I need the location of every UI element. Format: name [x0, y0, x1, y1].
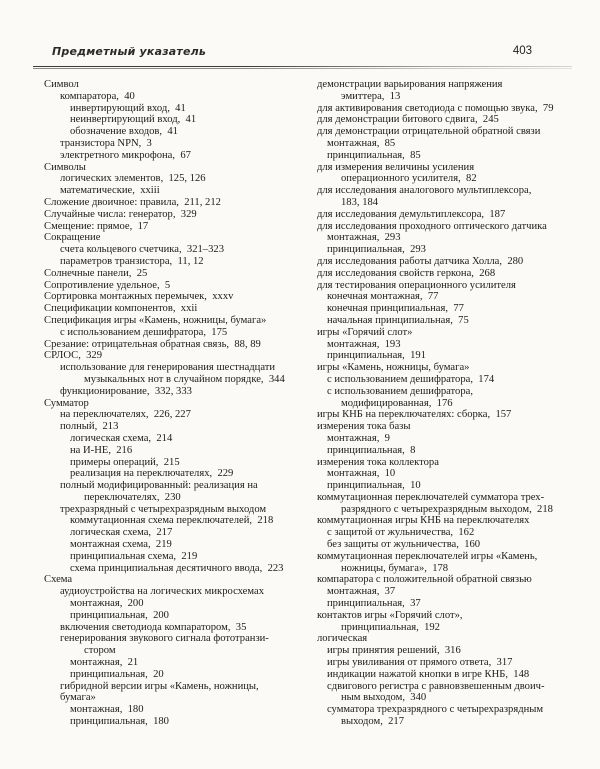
index-entry: игры КНБ на переключателях: сборка, 157 — [317, 409, 512, 421]
index-entry: на И-НЕ, 216 — [70, 444, 133, 456]
index-entry: стором — [84, 645, 116, 657]
index-entry: на переключателях, 226, 227 — [60, 409, 191, 421]
index-entry: игры увиливания от прямого ответа, 317 — [327, 657, 513, 669]
index-entry: неинвертирующий вход, 41 — [70, 114, 197, 126]
index-entry: реализация на переключателях, 229 — [70, 468, 234, 480]
index-entry: счета кольцевого счетчика, 321–323 — [60, 244, 224, 256]
index-entry: аудиоустройства на логических микросхемах — [60, 586, 264, 598]
index-entry: для исследования аналогового мультиплексора, — [317, 185, 532, 197]
index-entry: с защитой от жульничества, 162 — [327, 527, 475, 539]
index-entry: Сортировка монтажных перемычек, xxxv — [44, 291, 234, 303]
index-entry: принципиальная, 37 — [327, 598, 421, 610]
index-entry: для демонстрации отрицательной обратной связи — [317, 126, 541, 138]
index-entry: монтажная схема, 219 — [70, 539, 172, 551]
index-entry: Сложение двоичное: правила, 211, 212 — [44, 196, 221, 208]
index-entry: компаратора с положительной обратной связью — [317, 574, 532, 586]
index-entry: примеры операций, 215 — [70, 456, 180, 468]
index-entry: Смещение: прямое, 17 — [44, 220, 149, 232]
index-entry: измерения тока базы — [317, 421, 411, 433]
index-entry: сдвигового регистра с равновзвешенным двоич- — [327, 680, 545, 692]
index-entry: принципиальная, 10 — [327, 480, 421, 492]
index-entry: включения светодиода компаратором, 35 — [60, 621, 247, 633]
index-entry: монтажная, 293 — [327, 232, 401, 244]
index-entry: коммутационная переключателей сумматора трех- — [317, 491, 545, 503]
index-entry: ным выходом, 340 — [341, 692, 427, 704]
index-entry: начальная принципиальная, 75 — [327, 314, 469, 326]
index-entry: с использованием дешифратора, 174 — [327, 373, 495, 385]
index-entry: для исследования демультиплексора, 187 — [317, 208, 506, 220]
index-entry: эмиттера, 13 — [341, 90, 401, 102]
index-entry: монтажная, 180 — [70, 704, 144, 716]
index-entry: Схема — [44, 574, 73, 586]
index-entry: 183, 184 — [341, 196, 379, 208]
index-entry: для измерения величины усиления — [317, 161, 475, 173]
index-entry: с использованием дешифратора, 175 — [60, 326, 228, 338]
index-entry: трехразрядный с четырехразрядным выходом — [60, 503, 267, 515]
index-entry: для исследования свойств геркона, 268 — [317, 267, 496, 279]
index-entry: контактов игры «Горячий слот», — [317, 609, 463, 621]
index-entry: разрядного с четырехразрядным выходом, 218 — [341, 503, 553, 515]
index-entry: игры «Камень, ножницы, бумага» — [317, 362, 470, 374]
index-entry: обозначение входов, 41 — [70, 126, 178, 138]
index-entry: индикации нажатой кнопки в игре КНБ, 148 — [327, 668, 530, 680]
index-entry: для активирования светодиода с помощью звука, 79 — [317, 102, 554, 114]
index-entry: коммутационная схема переключателей, 218 — [70, 515, 274, 527]
index-entry: Сопротивление удельное, 5 — [44, 279, 171, 291]
index-entry: с использованием дешифратора, — [327, 385, 473, 397]
index-entry: Сумматор — [44, 397, 89, 409]
index-entry: функционирование, 332, 333 — [60, 385, 192, 397]
index-entry: монтажная, 85 — [327, 137, 396, 149]
index-entry: Случайные числа: генератор, 329 — [44, 208, 197, 220]
index-entry: принципиальная, 180 — [70, 716, 169, 728]
index-entry: для тестирования операционного усилителя — [317, 279, 516, 291]
index-entry: Срезание: отрицательная обратная связь, 88, 89 — [44, 338, 261, 350]
index-entry: без защиты от жульничества, 160 — [327, 539, 481, 551]
index-entry: СРЛОС, 329 — [44, 350, 103, 362]
index-entry: принципиальная, 293 — [327, 244, 426, 256]
index-entry: операционного усилителя, 82 — [341, 173, 477, 185]
index-entry: логическая схема, 214 — [70, 432, 173, 444]
index-column-left — [44, 79, 296, 728]
index-entry: Символ — [44, 79, 79, 90]
index-entry: транзистора NPN, 3 — [60, 137, 152, 149]
index-entry: использование для генерирования шестнадцати — [60, 362, 276, 374]
index-entry: схема принципиальная десятичного ввода, 223 — [70, 562, 284, 574]
index-entry: принципиальная, 8 — [327, 444, 416, 456]
page-number: 403 — [512, 45, 532, 57]
index-column-right — [301, 79, 573, 728]
index-entry: монтажная, 37 — [327, 586, 396, 598]
index-entry: генерирования звукового сигнала фототранзи- — [60, 633, 269, 645]
running-head: Предметный указатель — [52, 45, 207, 58]
index-entry: модифицированная, 176 — [341, 397, 453, 409]
index-entry: Спецификация игры «Камень, ножницы, бумага» — [44, 314, 267, 326]
index-entry: ножницы, бумага», 178 — [341, 562, 449, 574]
index-entry: конечная монтажная, 77 — [327, 291, 439, 303]
index-entry: игры «Горячий слот» — [317, 326, 413, 338]
index-entry: Спецификации компонентов, xxii — [44, 303, 198, 315]
index-entry: для демонстрации битового сдвига, 245 — [317, 114, 499, 126]
index-entry: принципиальная, 85 — [327, 149, 421, 161]
index-entry: полный, 213 — [60, 421, 119, 433]
index-entry: логическая — [317, 633, 368, 645]
index-entry: Символы — [44, 161, 86, 173]
index-entry: коммутационная игры КНБ на переключателях — [317, 515, 530, 527]
index-entry: математические, xxiii — [60, 185, 160, 197]
index-entry: для исследования работы датчика Холла, 280 — [317, 255, 524, 267]
index-entry: монтажная, 10 — [327, 468, 396, 480]
index-entry: музыкальных нот в случайном порядке, 344 — [84, 373, 285, 385]
index-entry: принципиальная, 192 — [341, 621, 440, 633]
index-entry: логическая схема, 217 — [70, 527, 173, 539]
index-entry: переключателях, 230 — [84, 491, 181, 503]
index-entry: гибридной версии игры «Камень, ножницы, бумага» — [60, 680, 262, 704]
index-entry: коммутационная переключателей игры «Камень, — [317, 550, 538, 562]
index-entry: конечная принципиальная, 77 — [327, 303, 464, 315]
index-entry: параметров транзистора, 11, 12 — [60, 255, 204, 267]
index-entry: игры принятия решений, 316 — [327, 645, 461, 657]
index-entry: демонстрации варьирования напряжения — [317, 79, 503, 90]
index-entry: сумматора трехразрядного с четырехразрядным — [327, 704, 544, 716]
index-entry: полный модифицированный: реализация на — [60, 480, 258, 492]
index-entry: принципиальная, 20 — [70, 668, 164, 680]
index-entry: принципиальная схема, 219 — [70, 550, 198, 562]
index-entry: для исследования проходного оптического датчика — [317, 220, 547, 232]
index-entry: Солнечные панели, 25 — [44, 267, 148, 279]
index-entry: принципиальная, 200 — [70, 609, 169, 621]
index-entry: инвертирующий вход, 41 — [70, 102, 186, 114]
index-entry: выходом, 217 — [341, 716, 405, 728]
index-entry: монтажная, 21 — [70, 657, 139, 669]
index-entry: монтажная, 200 — [70, 598, 144, 610]
index-entry: логических элементов, 125, 126 — [60, 173, 206, 185]
index-entry: Сокращение — [44, 232, 101, 244]
index-entry: принципиальная, 191 — [327, 350, 426, 362]
index-entry: измерения тока коллектора — [317, 456, 439, 468]
index-entry: компаратора, 40 — [60, 90, 135, 102]
index-entry: электретного микрофона, 67 — [60, 149, 191, 161]
header-rule-divider — [33, 66, 572, 69]
index-entry: монтажная, 9 — [327, 432, 390, 444]
index-entry: монтажная, 193 — [327, 338, 401, 350]
